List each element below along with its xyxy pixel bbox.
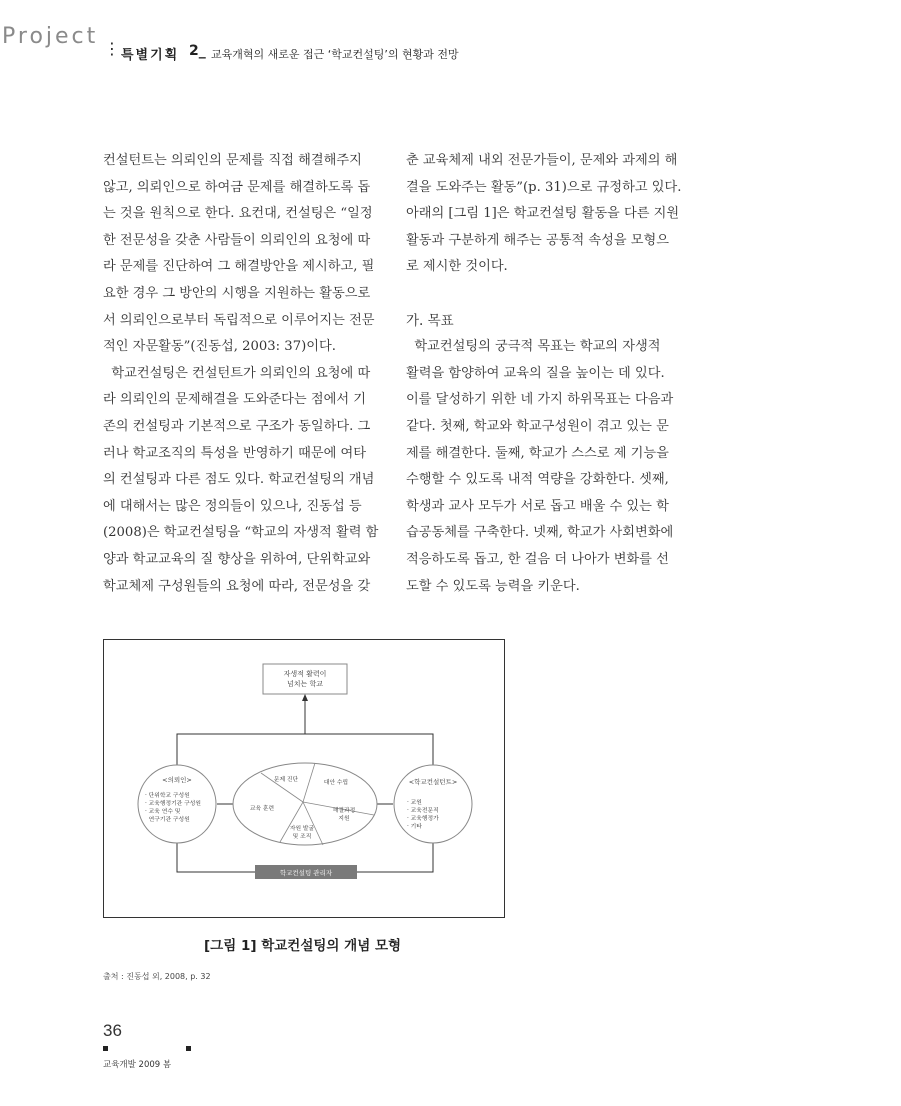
section-label: Project — [2, 24, 99, 49]
text-line: 결을 도와주는 활동”(p. 31)으로 규정하고 있다. — [406, 179, 682, 195]
manager-label: 학교컨설팅 관리자 — [279, 869, 333, 877]
text-line: (2008)은 학교컨설팅을 “학교의 자생적 활력 함 — [103, 525, 379, 541]
text-line: 습공동체를 구축한다. 넷째, 학교가 사회변화에 — [406, 525, 674, 541]
body-column-left — [103, 148, 379, 600]
goal-box — [263, 664, 347, 694]
pie-curriculum-line1: 해결과정 — [332, 808, 356, 814]
pie-diagnosis: 문제 진단 — [273, 777, 299, 783]
text-line: 학교컨설팅은 컨설턴트가 의뢰인의 요청에 따 — [103, 365, 371, 381]
bullet-icon: ⋮ — [104, 39, 120, 58]
text-line: 라 의뢰인의 문제해결을 도와준다는 점에서 기 — [103, 392, 367, 408]
text-line: 서 의뢰인으로부터 독립적으로 이루어지는 전문 — [103, 312, 375, 328]
consultant-item: · 교원 — [407, 800, 422, 806]
text-line: 에 대해서는 많은 정의들이 있으나, 진동섭 등 — [103, 498, 362, 514]
consultant-circle — [394, 765, 472, 843]
special-feature-label: 특별기획 — [121, 48, 180, 63]
text-line: 춘 교육체제 내외 전문가들이, 문제와 과제의 해 — [406, 153, 678, 168]
issue-number: 2_ — [189, 43, 206, 59]
consultant-item: · 기타 — [407, 824, 422, 830]
consultant-item: · 교육행정가 — [407, 816, 439, 822]
text-line: 의 컨설팅과 다른 점도 있다. 학교컨설팅의 개념 — [103, 472, 375, 488]
text-line: 러나 학교조직의 특성을 반영하기 때문에 여타 — [103, 445, 367, 461]
pie-alternative: 대안 수립 — [323, 780, 349, 786]
text-line: 한 전문성을 갖춘 사람들이 의뢰인의 요청에 따 — [103, 232, 371, 248]
text-line: 수행할 수 있도록 내적 역량을 강화한다. 셋째, — [406, 472, 669, 488]
pie-resources-line1: 자원 발굴 — [289, 826, 315, 832]
arrow-up-icon — [302, 694, 308, 701]
figure-source: 출처 : 진동섭 외, 2008, p. 32 — [103, 972, 211, 981]
text-line: 적응하도록 돕고, 한 걸음 더 나아가 변화를 선 — [406, 551, 669, 567]
section-heading: 가. 목표 — [406, 312, 454, 329]
text-line: 로 제시한 것이다. — [406, 259, 508, 275]
text-line: 도할 수 있도록 능력을 키운다. — [406, 578, 580, 594]
text-line: 학교컨설팅의 궁극적 목표는 학교의 자생적 — [406, 339, 661, 355]
client-item: 연구기관 구성원 — [145, 817, 190, 823]
text-line: 학생과 교사 모두가 서로 돕고 배울 수 있는 학 — [406, 498, 669, 514]
client-item: · 교육행정기관 구성원 — [145, 801, 201, 807]
text-line: 는 것을 원칙으로 한다. 요컨대, 컨설팅은 “일정 — [103, 206, 373, 222]
journal-label: 교육개발 2009 봄 — [103, 1060, 172, 1070]
text-line: 양과 학교교육의 질 향상을 위하여, 단위학교와 — [103, 551, 371, 567]
text-line: 아래의 [그림 1]은 학교컨설팅 활동을 다른 지원 — [406, 206, 680, 222]
figure-caption: [그림 1] 학교컨설팅의 개념 모형 — [204, 938, 402, 954]
goal-box-line1: 자생적 활력이 — [283, 670, 327, 678]
client-item: · 단위학교 구성원 — [145, 793, 190, 799]
text-line: 않고, 의뢰인으로 하여금 문제를 해결하도록 돕 — [103, 179, 371, 195]
text-line: 제를 해결한다. 둘째, 학교가 스스로 제 기능을 — [406, 445, 669, 461]
goal-box-line2: 넘치는 학교 — [286, 680, 324, 688]
client-item: · 교육 연수 및 — [145, 809, 181, 815]
square-bullet-icon — [103, 1046, 108, 1051]
text-line: 활동과 구분하게 해주는 공통적 속성을 모형으 — [406, 232, 670, 248]
text-line: 학교체제 구성원들의 요청에 따라, 전문성을 갖 — [103, 578, 371, 594]
text-line: 같다. 첫째, 학교와 학교구성원이 겪고 있는 문 — [406, 418, 669, 434]
square-bullet-icon — [186, 1046, 191, 1051]
header-subtitle: 교육개혁의 새로운 접근 ‘학교컨설팅’의 현황과 전망 — [211, 48, 459, 61]
pie-training: 교육 훈련 — [249, 806, 275, 812]
client-title: <의뢰인> — [162, 776, 192, 784]
page-number: 36 — [103, 1021, 122, 1040]
text-line: 컨설턴트는 의뢰인의 문제를 직접 해결해주지 — [103, 153, 362, 168]
text-line: 활력을 함양하여 교육의 질을 높이는 데 있다. — [406, 365, 665, 381]
consultant-item: · 교육전문직 — [407, 808, 439, 814]
body-column-right — [406, 148, 682, 600]
text-line: 라 문제를 진단하여 그 해결방안을 제시하고, 필 — [103, 259, 375, 275]
text-line: 요한 경우 그 방안의 시행을 지원하는 활동으로 — [103, 285, 371, 301]
pie-curriculum-line2: 지원 — [338, 816, 350, 822]
pie-resources-line2: 및 조직 — [292, 834, 312, 840]
text-line: 이를 달성하기 위한 네 가지 하위목표는 다음과 — [406, 392, 674, 408]
concept-model-diagram — [103, 639, 505, 918]
activity-ellipse — [233, 763, 377, 845]
text-line: 적인 자문활동”(진동섭, 2003: 37)이다. — [103, 339, 336, 355]
text-line: 존의 컨설팅과 기본적으로 구조가 동일하다. 그 — [103, 418, 371, 434]
consultant-title: <학교컨설턴트> — [408, 778, 458, 786]
